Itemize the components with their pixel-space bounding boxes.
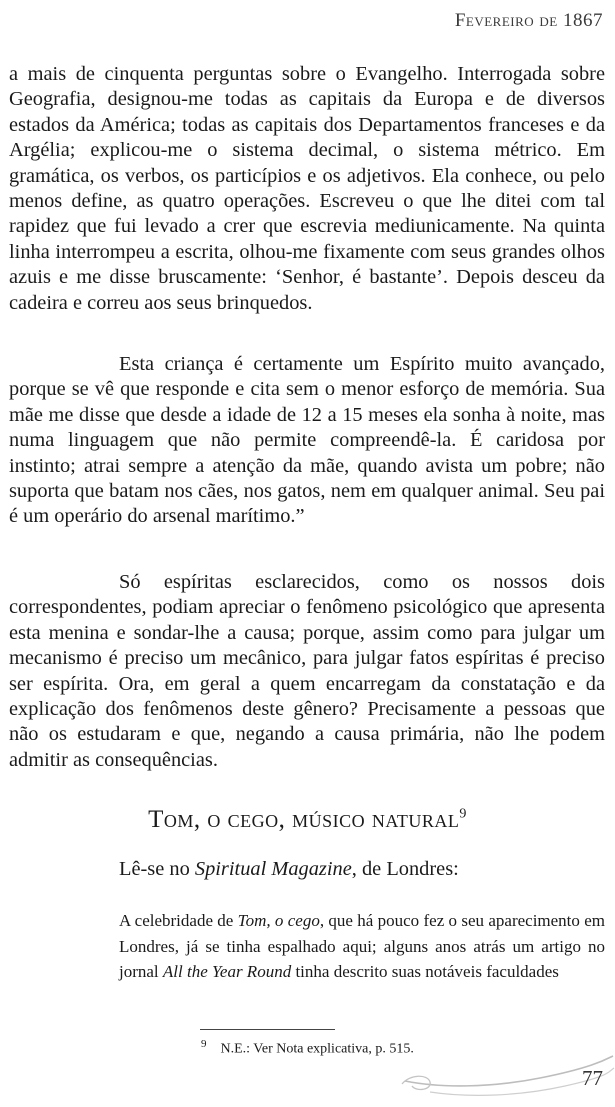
footnote-mark: 9 xyxy=(201,1038,207,1050)
quote-suffix: tinha descrito suas notáveis faculdades xyxy=(291,962,559,981)
running-head: Fevereiro de 1867 xyxy=(454,10,603,31)
quote-journal: All the Year Round xyxy=(162,962,292,981)
quote-prefix: A celebridade de xyxy=(119,911,238,930)
footnote-text: N.E.: Ver Nota explicativa, p. 515. xyxy=(220,1041,414,1057)
page-number: 77 xyxy=(582,1066,603,1090)
intro-prefix: Lê-se no xyxy=(119,858,195,880)
quote-middle: , que há pouco fez o seu aparecimento em Londres, já se tinha espalhado aqui; alguns anos atrás um artigo no jornal xyxy=(119,911,605,981)
section-title xyxy=(0,806,615,834)
paragraph-2: Esta criança é certamente um Espírito muito avançado, porque se vê que responde e cita sem o menor esforço de memória. Sua mãe me disse que desde a idade de 12 a 15 meses ela sonha à noite, mas numa linguagem que não permite compreendê-la. É caridosa por instinto; atrai sempre a atenção da mãe, quando avista um pobre; não suporta que batam nos cães, nos gatos, nem em qualquer animal. Seu pai é um operário do arsenal marítimo.” xyxy=(9,353,605,528)
section-title-text: Tom, o cego, músico natural xyxy=(148,806,460,833)
paragraph-3: Só espíritas esclarecidos, como os nossos dois correspondentes, podiam apreciar o fenômeno psicológico que apresenta esta menina e sondar-lhe a causa; porque, assim como para julgar um mecanismo é preciso um mecânico, para julgar fatos espíritas é preciso ser espírita. Ora, em geral a quem encarregam da constatação e da explicação dos fenômenos deste gênero? Precisamente a pessoas que não os estudaram e que, negando a causa primária, não lhe podem admitir as consequências. xyxy=(9,571,605,771)
section-intro xyxy=(119,858,459,881)
paragraph-1: a mais de cinquenta perguntas sobre o Evangelho. Interrogada sobre Geografia, designou-me todas as capitais da Europa e de diversos estados da América; todas as capitais dos Departamentos franceses e da Argélia; explicou-me o sistema decimal, o sistema métrico. Em gramática, os verbos, os particípios e os adjetivos. Ela conhece, ou pelo menos define, as quatro operações. Escreveu o que lhe ditei com tal rapidez que fui levado a crer que escrevia mediunicamente. Na quinta linha interrompeu a escrita, olhou-me fixamente com seus grandes olhos azuis e me disse bruscamente: ‘Senhor, é bastante’. Depois desceu da cadeira e correu aos seus brinquedos. xyxy=(9,63,605,314)
quoted-passage xyxy=(119,908,605,985)
footnote xyxy=(201,1038,414,1058)
intro-source: Spiritual Magazine xyxy=(194,858,352,880)
footnote-divider xyxy=(200,1029,335,1030)
quote-name: Tom, o cego xyxy=(237,911,320,930)
intro-suffix: , de Londres: xyxy=(351,858,459,880)
footnote-reference: 9 xyxy=(459,806,467,822)
